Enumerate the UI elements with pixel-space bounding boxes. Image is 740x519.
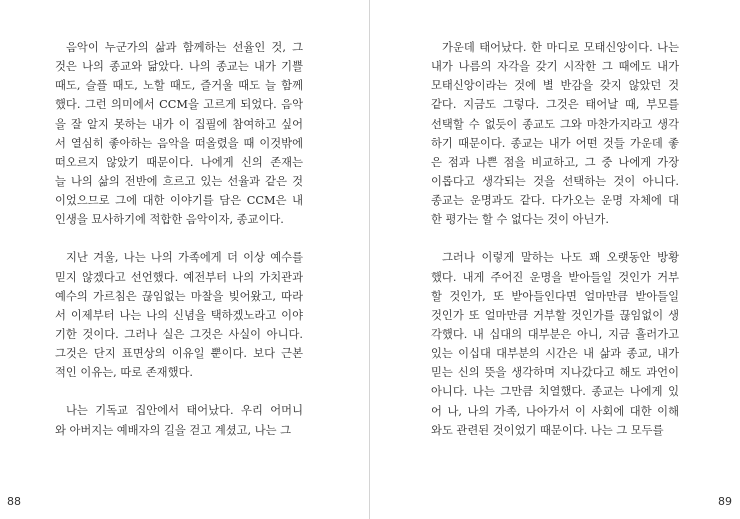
paragraph-gap <box>431 229 679 248</box>
text-line: 서 열심히 좋아하는 음악을 떠올렸을 때 이것밖에 <box>55 136 303 150</box>
right-page <box>370 0 740 519</box>
text-line: 선택할 수 없듯이 종교도 그와 마찬가지라고 생각 <box>431 117 679 131</box>
text-line: 떠오르지 않았기 때문이다. 나에게 신의 존재는 <box>55 155 303 169</box>
text-line: 했다. 그런 의미에서 CCM을 고르게 되었다. 음악 <box>55 98 303 112</box>
paragraph <box>55 248 303 382</box>
text-line: 와 아버지는 예배자의 길을 걷고 계셨고, 나는 그 <box>55 423 292 437</box>
text-line: 이었으므로 그에 대한 이야기를 담은 CCM은 내 <box>55 194 303 208</box>
text-line: 각했다. 내 십대의 대부분은 아니, 지금 흘러가고 <box>431 327 679 341</box>
text-line: 은 점과 나쁜 점을 비교하고, 그 중 나에게 가장 <box>431 155 679 169</box>
paragraph <box>55 38 303 229</box>
text-line: 아니다. 나는 그만큼 치열했다. 종교는 나에게 있 <box>431 385 679 399</box>
left-page-body <box>55 38 303 440</box>
paragraph-gap <box>55 229 303 248</box>
text-line: 내가 나름의 자각을 갖기 시작한 그 때에도 내가 <box>431 60 679 74</box>
text-line: 그것은 단지 표면상의 이유일 뿐이다. 보다 근본 <box>55 347 303 361</box>
left-page-number: 88 <box>7 495 21 508</box>
text-line: 종교는 운명과도 같다. 다가오는 운명 자체에 대 <box>431 194 679 208</box>
text-line: 할 것인가, 또 받아들인다면 얼마만큼 받아들일 <box>431 289 679 303</box>
paragraph <box>431 248 679 439</box>
text-line: 모태신앙이라는 것에 별 반감을 갖지 않았던 것 <box>431 79 679 93</box>
text-line: 것인가 또 얼마만큼 거부할 것인가를 끊임없이 생 <box>431 308 679 322</box>
text-line: 예수의 가르침은 끊임없는 마찰을 빚어왔고, 따라 <box>55 289 303 303</box>
text-line: 이롭다고 생각되는 것을 선택하는 것이 아니다. <box>431 174 679 188</box>
text-line: 와도 관련된 것이었기 때문이다. 나는 그 모두를 <box>431 423 664 437</box>
text-line: 음악이 누군가의 삶과 함께하는 선율인 것, 그 <box>66 41 303 54</box>
text-line: 나는 기독교 집안에서 태어났다. 우리 어머니 <box>66 404 303 418</box>
text-line: 때도, 슬플 때도, 노할 때도, 즐거울 때도 늘 함께 <box>55 79 303 93</box>
text-line: 믿는 신의 뜻을 생각하며 지나갔다고 해도 과언이 <box>431 366 679 380</box>
right-page-number: 89 <box>718 495 732 508</box>
left-page <box>0 0 369 519</box>
paragraph <box>55 401 303 439</box>
paragraph-gap <box>55 382 303 401</box>
text-line: 서 이제부터 나는 나의 신념을 택하겠노라고 이야 <box>55 308 303 322</box>
text-line: 한 평가는 할 수 없다는 것이 아닌가. <box>431 213 609 227</box>
text-line: 그러나 이렇게 말하는 나도 꽤 오랫동안 방황 <box>442 251 679 265</box>
text-line: 것은 나의 종교와 닮았다. 나의 종교는 내가 기쁠 <box>55 60 303 74</box>
text-line: 인생을 묘사하기에 적합한 음악이자, 종교이다. <box>55 213 284 227</box>
text-line: 기한 것이다. 그러나 실은 그것은 사실이 아니다. <box>55 327 303 341</box>
text-line: 늘 나의 삶의 전반에 흐르고 있는 선율과 같은 것 <box>55 174 303 188</box>
text-line: 있는 이십대 대부분의 시간은 내 삶과 종교, 내가 <box>431 347 679 361</box>
text-line: 지난 겨울, 나는 나의 가족에게 더 이상 예수를 <box>66 251 303 265</box>
text-line: 적인 이유는, 따로 존재했다. <box>55 366 193 380</box>
text-line: 하기 때문이다. 종교는 내가 어떤 것들 가운데 좋 <box>431 136 679 150</box>
text-line: 어 나, 나의 가족, 나아가서 이 사회에 대한 이해 <box>431 404 679 418</box>
text-line: 같다. 지금도 그렇다. 그것은 태어날 때, 부모를 <box>431 98 679 112</box>
text-line: 믿지 않겠다고 선언했다. 예전부터 나의 가치관과 <box>55 270 303 284</box>
paragraph <box>431 38 679 229</box>
text-line: 했다. 내게 주어진 운명을 받아들일 것인가 거부 <box>431 270 679 284</box>
right-page-body <box>431 38 679 440</box>
text-line: 가운데 태어났다. 한 마디로 모태신앙이다. 나는 <box>442 41 679 54</box>
text-line: 을 잘 알지 못하는 내가 이 집필에 참여하고 싶어 <box>55 117 303 131</box>
